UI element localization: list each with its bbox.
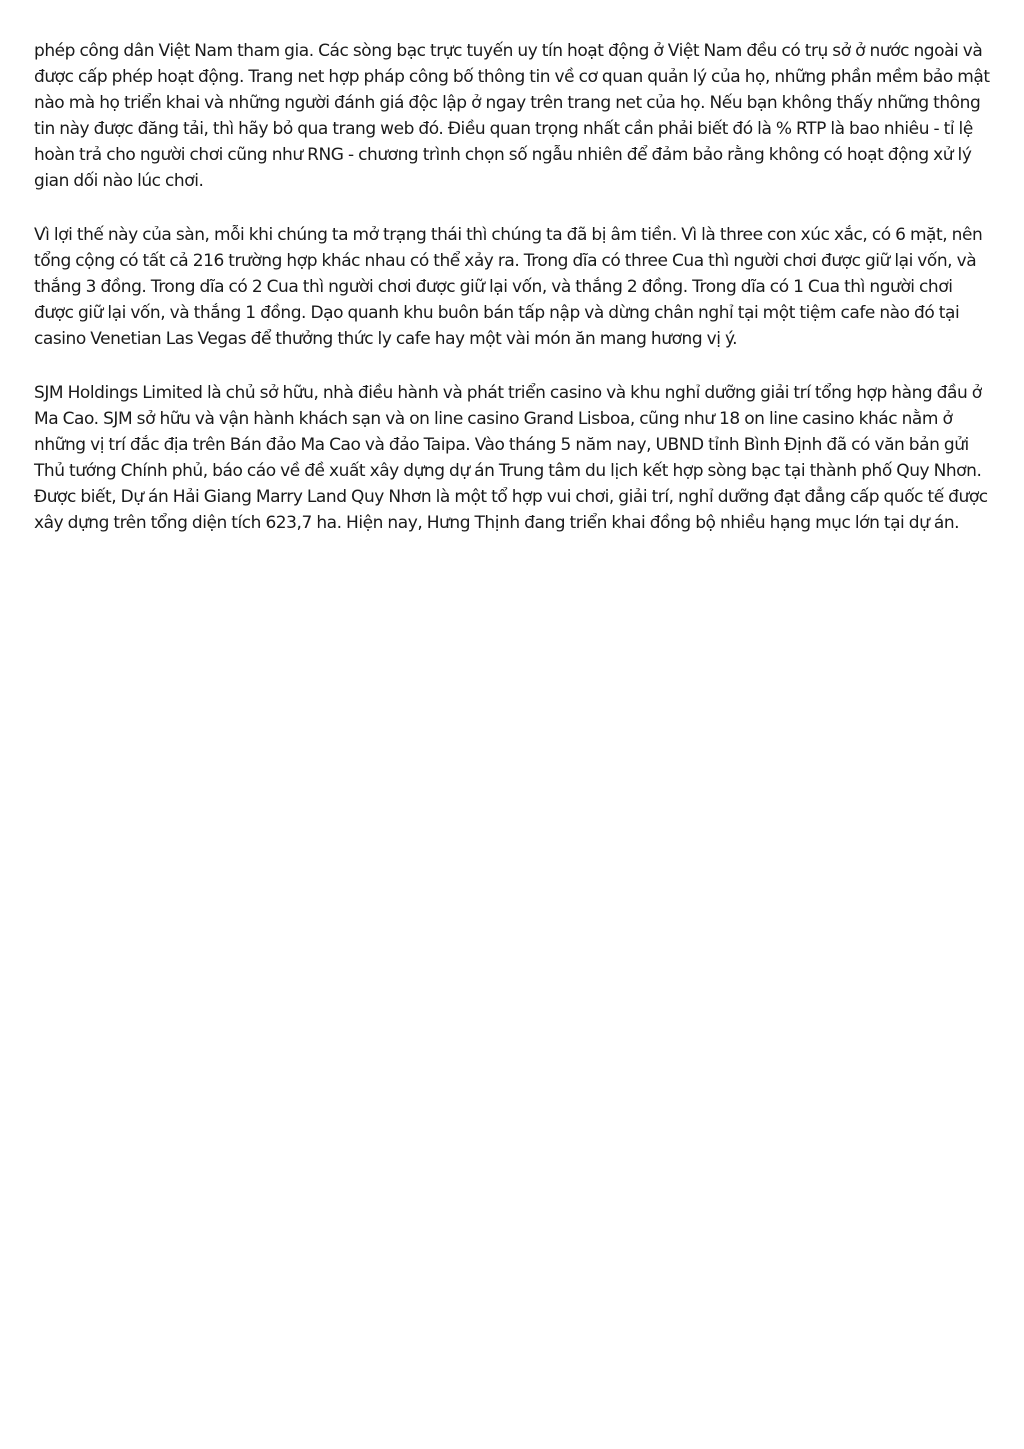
paragraph-2: Vì lợi thế này của sàn, mỗi khi chúng ta mở trạng thái thì chúng ta đã bị âm tiền. Vì là three con xúc xắc, có 6 mặt, nên tổng cộng có tất cả 216 trường hợp khác nhau có thể xảy ra. Trong dĩa có three Cua thì người chơi được giữ lại vốn, và thắng 3 đồng. Trong dĩa có 2 Cua thì người chơi được giữ lại vốn, và thắng 2 đồng. Trong dĩa có 1 Cua thì người chơi được giữ lại vốn, và thắng 1 đồng. Dạo quanh khu buôn bán tấp nập và dừng chân nghỉ tại một tiệm cafe nào đó tại casino Venetian Las Vegas để thưởng thức ly cafe hay một vài món ăn mang hương vị ý. <box>34 225 983 349</box>
document-page <box>34 38 994 564</box>
paragraph-1: phép công dân Việt Nam tham gia. Các sòng bạc trực tuyến uy tín hoạt động ở Việt Nam đều có trụ sở ở nước ngoài và được cấp phép hoạt động. Trang net hợp pháp công bố thông tin về cơ quan quản lý của họ, những phần mềm bảo mật nào mà họ triển khai và những người đánh giá độc lập ở ngay trên trang net của họ. Nếu bạn không thấy những thông tin này được đăng tải, thì hãy bỏ qua trang web đó. Điều quan trọng nhất cần phải biết đó là % RTP là bao nhiêu - tỉ lệ hoàn trả cho người chơi cũng như RNG - chương trình chọn số ngẫu nhiên để đảm bảo rằng không có hoạt động xử lý gian dối nào lúc chơi. <box>34 41 990 191</box>
paragraph-3: SJM Holdings Limited là chủ sở hữu, nhà điều hành và phát triển casino và khu nghỉ dưỡng giải trí tổng hợp hàng đầu ở Ma Cao. SJM sở hữu và vận hành khách sạn và on line casino Grand Lisboa, cũng như 18 on line casino khác nằm ở những vị trí đắc địa trên Bán đảo Ma Cao và đảo Taipa. Vào tháng 5 năm nay, UBND tỉnh Bình Định đã có văn bản gửi Thủ tướng Chính phủ, báo cáo về đề xuất xây dựng dự án Trung tâm du lịch kết hợp sòng bạc tại thành phố Quy Nhơn. Được biết, Dự án Hải Giang Marry Land Quy Nhơn là một tổ hợp vui chơi, giải trí, nghỉ dưỡng đạt đẳng cấp quốc tế được xây dựng trên tổng diện tích 623,7 ha. Hiện nay, Hưng Thịnh đang triển khai đồng bộ nhiều hạng mục lớn tại dự án. <box>34 383 988 533</box>
